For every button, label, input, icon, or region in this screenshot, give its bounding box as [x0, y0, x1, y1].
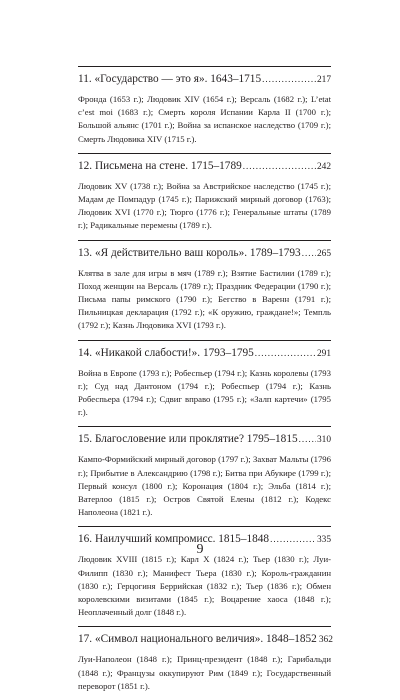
chapter-heading: [78, 341, 331, 367]
page-number: 9: [196, 542, 204, 557]
chapter-summary: Кампо-Формийский мирный договор (1797 г.); Захват Мальты (1796 г.); Прибытие в Александрию (1798 г.); Битва при Абукире (1799 г.); Первый консул (1800 г.); Коронация (1804 г.); Эльба (1814 г.); Ватерлоо (1815 г.); Остров Святой Елены (1812 г.); Кодекс Наполеона (1821 г.).: [78, 454, 331, 518]
chapter-page-number: 242: [316, 161, 331, 172]
chapter-title: 12. Письмена на стене. 1715–1789: [78, 159, 242, 172]
chapter-summary: Война в Европе (1793 г.); Робеспьер (1794 г.); Казнь королевы (1793 г.); Суд над Дантоном (1794 г.); Робеспьер (1794 г.); Казнь Робеспьера (1794 г.); Сдвиг вправо (1795 г.); «Залп картечи» (1795 г.).: [78, 367, 331, 418]
chapter-page-number: 291: [316, 348, 331, 359]
toc-chapter-17: [78, 626, 331, 700]
toc-chapter-12: [78, 153, 331, 240]
chapter-page-number: 217: [316, 75, 331, 85]
dot-leader: [262, 72, 316, 86]
chapter-title: 17. «Символ национального величия». 1848–1852: [78, 633, 317, 646]
dot-leader: [299, 432, 316, 446]
chapter-summary: Людовик XV (1738 г.); Война за Австрийское наследство (1745 г.); Мадам де Помпадур (1745 г.); Парижский мирный договор (1763); Людовик XVI (1770 г.); Тюрго (1776 г.); Генеральные штаты (1789 г.); Радикальные перемены (1789 г.).: [78, 180, 331, 231]
toc-chapter-15: [78, 426, 331, 526]
chapter-title: 11. «Государство — это я». 1643–1715: [78, 73, 262, 85]
chapter-summary: Клятва в зале для игры в мяч (1789 г.); Взятие Бастилии (1789 г.); Поход женщин на Версаль (1789 г.); Праздник Федерации (1790 г.); Письма папы римского (1790 г.); Бегство в Варенн (1791 г.); Пильницкая декларация (1792 г.); «К оружию, граждане!»; Темпль (1792 г.); Казнь Людовика XVI (1793 г.).: [78, 267, 331, 331]
chapter-page-number: 362: [318, 635, 333, 646]
chapter-heading: [78, 627, 331, 653]
chapter-title: 16. Наилучший компромисс. 1815–1848: [78, 533, 270, 546]
toc-chapter-13: [78, 240, 331, 340]
chapter-page-number: 265: [316, 248, 331, 259]
chapter-summary: Людовик XVIII (1815 г.); Карл X (1824 г.); Тьер (1830 г.); Луи-Филипп (1830 г.); Манифест Тьера (1830 г.); Король-гражданин (1830 г.); Герцогиня Беррийская (1832 г.); Тьер (1836 г.); Обмен королевскими визитами (1845 г.); Воцарение хаоса (1848 г.); Неоплаченный долг (1848 г.).: [78, 554, 331, 618]
toc-chapter-11: [78, 66, 331, 153]
chapter-heading: [78, 67, 331, 93]
chapter-title: 14. «Никакой слабости!». 1793–1795: [78, 346, 254, 359]
chapter-summary: Фронда (1653 г.); Людовик XIV (1654 г.); Версаль (1682 г.); L’etat c’est moi (1683 г.); Смерть короля Испании Карла II (1700 г.); Большой альянс (1701 г.); Война за испанское наследство (1709 г.); Смерть Людовика XIV (1715 г.).: [78, 94, 331, 144]
toc-chapter-14: [78, 340, 331, 427]
chapter-heading: [78, 427, 331, 453]
chapter-heading: [78, 241, 331, 267]
chapter-summary: Луи-Наполеон (1848 г.); Принц-президент (1848 г.); Гарибальди (1848 г.); Французы оккупируют Рим (1849 г.); Государственный переворот (1851 г.).: [78, 654, 331, 691]
chapter-title: 13. «Я действительно ваш король». 1789–1793: [78, 246, 301, 259]
toc-list: [78, 66, 331, 700]
dot-leader: [255, 346, 316, 360]
chapter-page-number: 310: [316, 435, 331, 446]
dot-leader: [243, 159, 316, 173]
dot-leader: [302, 246, 316, 260]
chapter-title: 15. Благословение или проклятие? 1795–1815: [78, 433, 298, 446]
chapter-page-number: 335: [316, 535, 331, 546]
chapter-heading: [78, 154, 331, 180]
